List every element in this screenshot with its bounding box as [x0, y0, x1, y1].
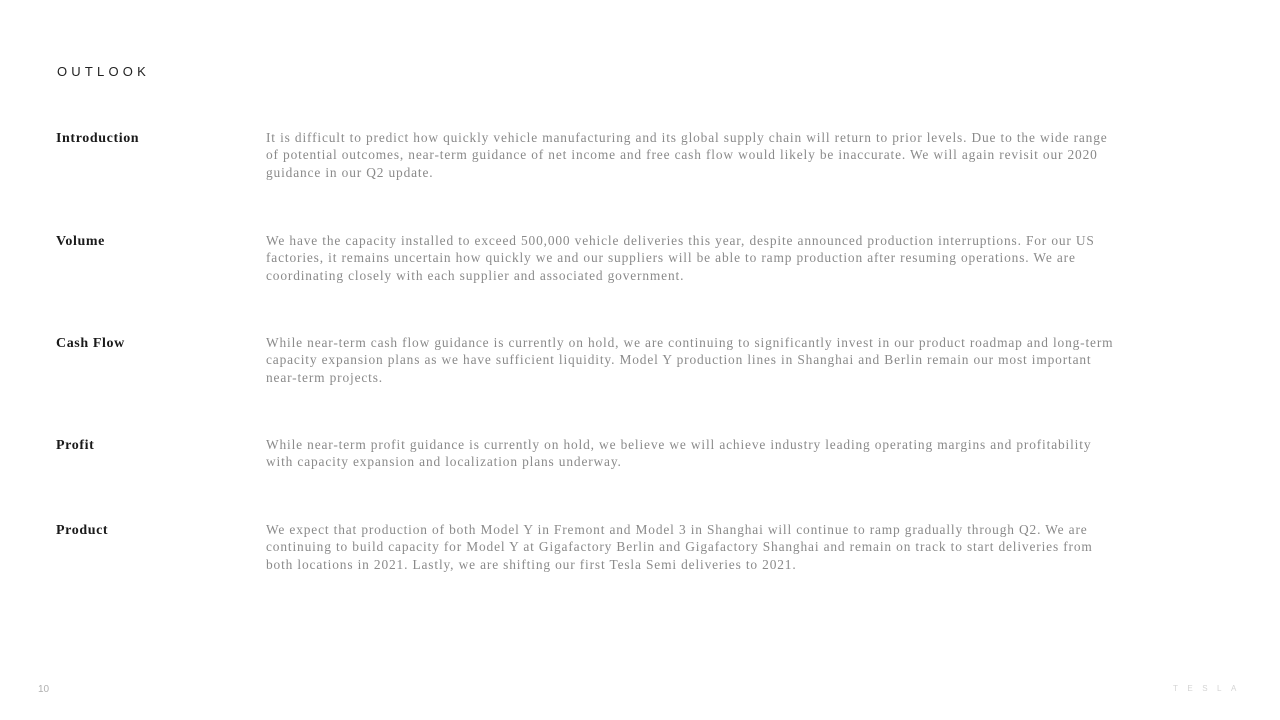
page-number: 10 — [38, 684, 50, 695]
paragraph-product: We expect that production of both Model Y in Fremont and Model 3 in Shanghai will continue to ramp gradually through Q2. We are continuing to build capacity for Model Y at Gigafactory Berlin and Gigafactory Shanghai and remain on track to start deliveries from both locations in 2021. Lastly, we are shifting our first Tesla Semi deliveries to 2021. — [266, 522, 1093, 572]
heading-introduction: Introduction — [56, 131, 140, 146]
tesla-logo: TESLA — [1173, 684, 1246, 693]
paragraph-cash-flow: While near-term cash flow guidance is currently on hold, we are continuing to significantly invest in our product roadmap and long-term capacity expansion plans as we have sufficient liquidity. Model Y production lines in Shanghai and Berlin remain our most important near-term projects. — [266, 335, 1114, 385]
heading-volume: Volume — [56, 234, 105, 249]
section-title: OUTLOOK — [57, 64, 150, 79]
heading-product: Product — [56, 523, 109, 538]
paragraph-profit: While near-term profit guidance is currently on hold, we believe we will achieve industry leading operating margins and profitability with capacity expansion and localization plans underway. — [266, 437, 1092, 470]
heading-profit: Profit — [56, 438, 95, 453]
heading-cash-flow: Cash Flow — [56, 336, 125, 351]
paragraph-volume: We have the capacity installed to exceed 500,000 vehicle deliveries this year, despite announced production interruptions. For our US factories, it remains uncertain how quickly we and our suppliers will be able to ramp production after resuming operations. We are coordinating closely with each supplier and associated government. — [266, 233, 1095, 283]
paragraph-introduction: It is difficult to predict how quickly vehicle manufacturing and its global supply chain will return to prior levels. Due to the wide range of potential outcomes, near-term guidance of net income and free cash flow would likely be inaccurate. We will again revisit our 2020 guidance in our Q2 update. — [266, 130, 1108, 180]
